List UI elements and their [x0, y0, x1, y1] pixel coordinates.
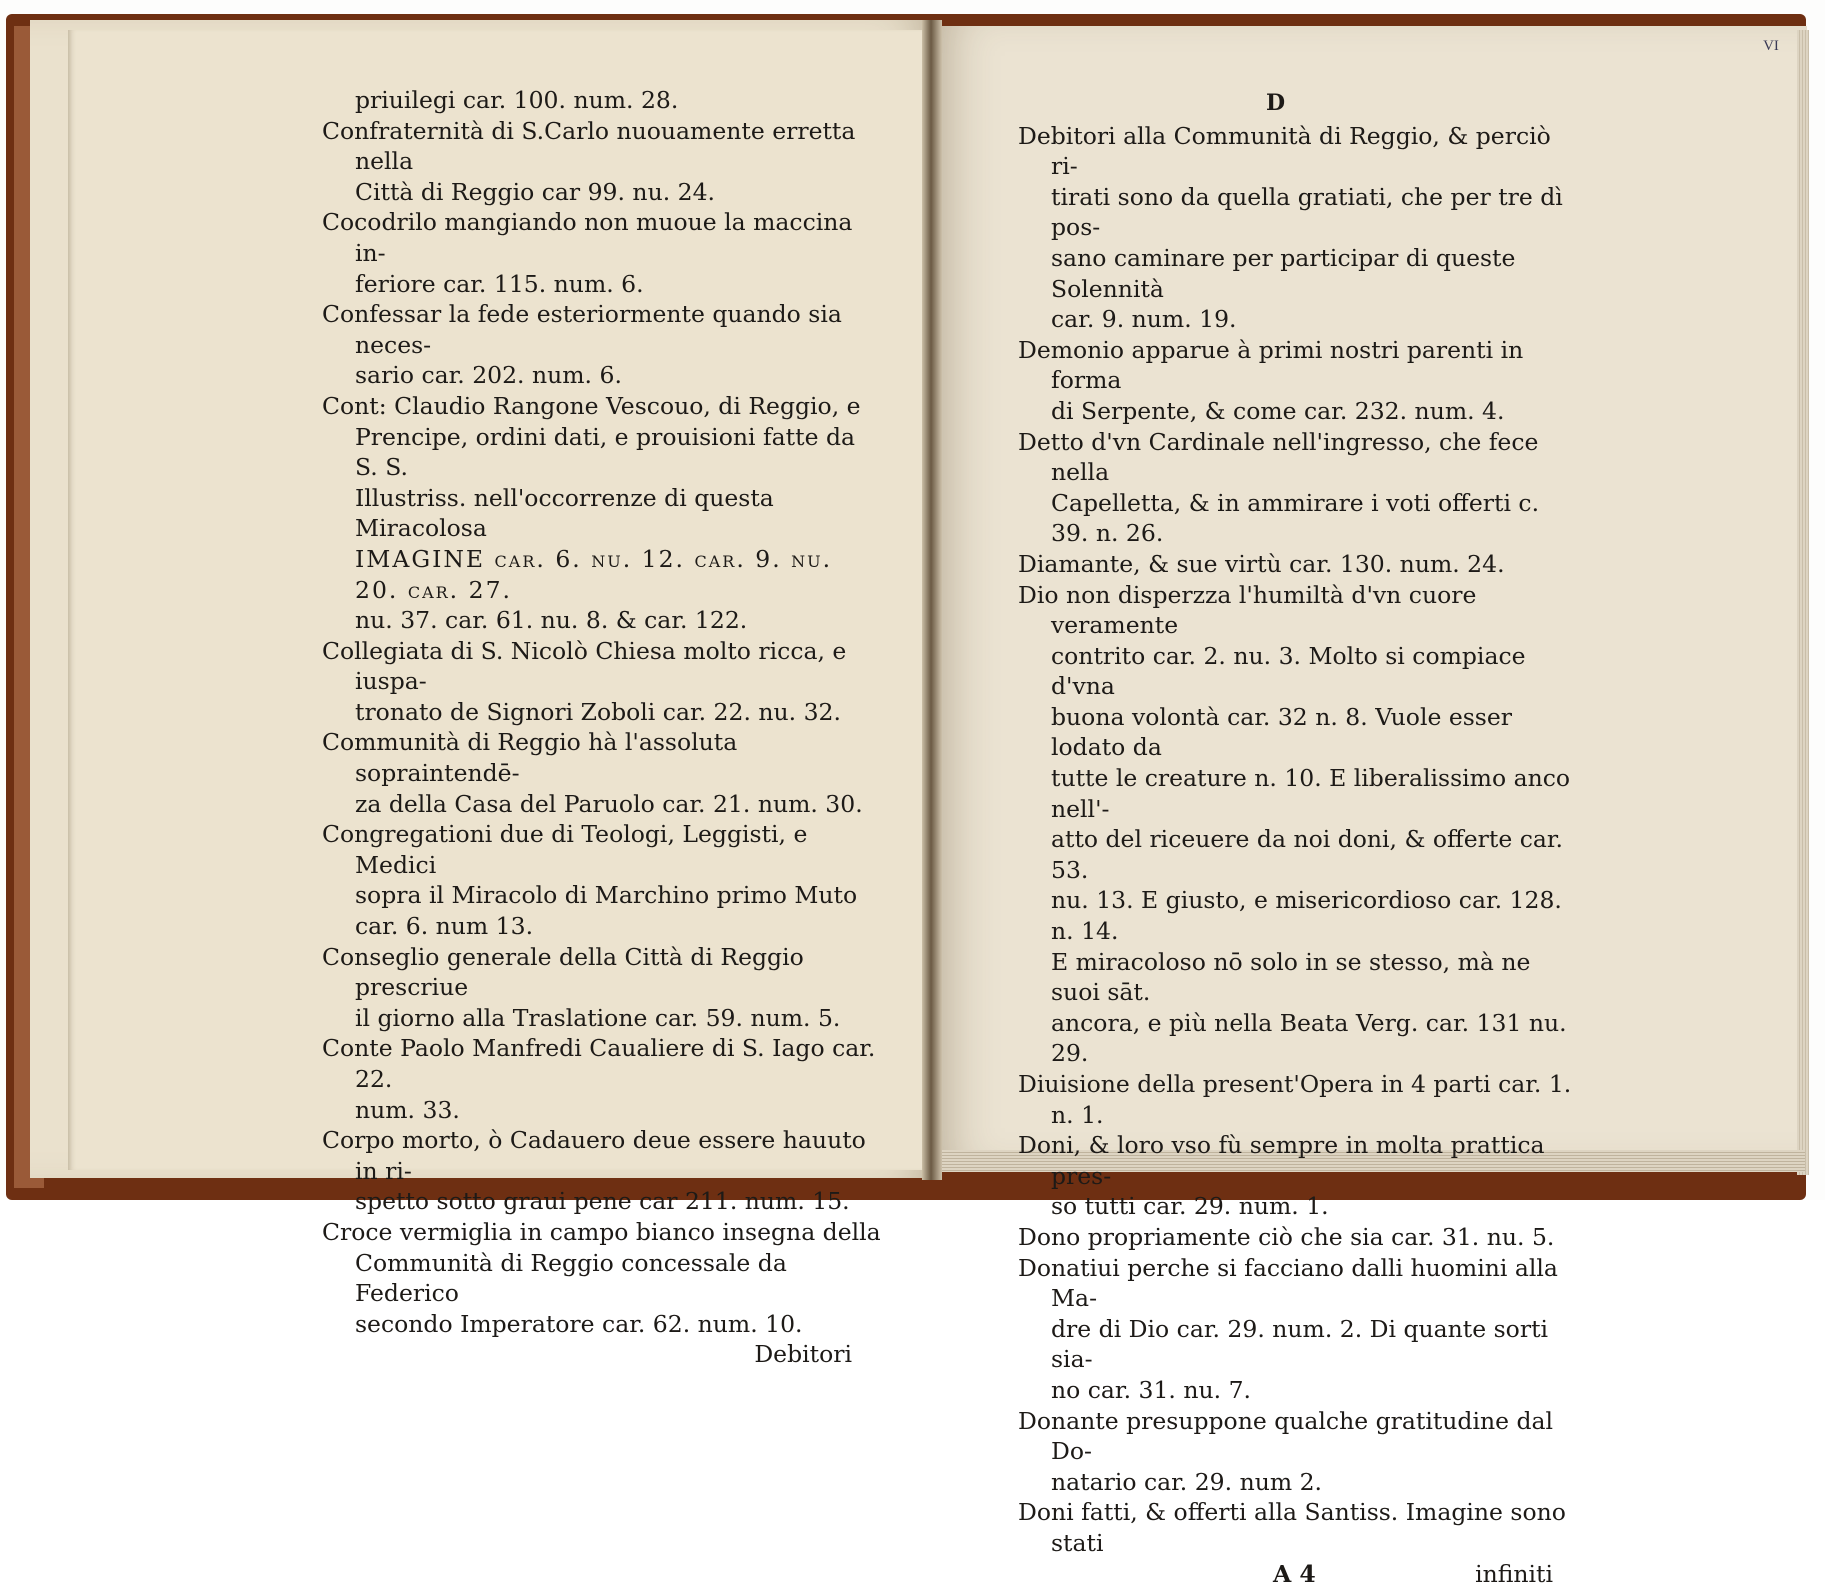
- right-page-text: [1018, 88, 1573, 1589]
- entry-line: tirati sono da quella gratiati, che per tre dì pos-: [1051, 183, 1563, 242]
- folio-mark: VI: [1757, 38, 1785, 56]
- index-entry: [1018, 1069, 1573, 1130]
- index-entry: [322, 85, 882, 116]
- entry-line: feriore car. 115. num. 6.: [355, 270, 644, 298]
- entry-line: Demonio apparue à primi nostri parenti in forma: [1018, 336, 1523, 395]
- index-entry: [1018, 1253, 1573, 1406]
- entry-line: Città di Reggio car 99. nu. 24.: [355, 178, 715, 206]
- index-entry: [322, 391, 882, 636]
- entry-line: spetto sotto graui pene car 211. num. 15.: [355, 1187, 850, 1215]
- index-entry: [322, 819, 882, 941]
- entry-line: sopra il Miracolo di Marchino primo Muto: [355, 881, 857, 909]
- entry-line: Cont: Claudio Rangone Vescouo, di Reggio, e: [322, 392, 861, 420]
- index-entry: [322, 727, 882, 819]
- entry-line: dre di Dio car. 29. num. 2. Di quante sorti sia-: [1051, 1315, 1548, 1374]
- entry-line: Illustriss. nell'occorrenze di questa Miracolosa: [355, 484, 774, 543]
- index-entry: [1018, 580, 1573, 1070]
- entry-line: no car. 31. nu. 7.: [1051, 1376, 1251, 1404]
- entry-line: Donatiui perche si facciano dalli huomini alla Ma-: [1018, 1254, 1558, 1313]
- entry-line: Capelletta, & in ammirare i voti offerti c. 39. n. 26.: [1051, 489, 1539, 548]
- entry-line: Congregationi due di Teologi, Leggisti, e Medici: [322, 820, 807, 879]
- entry-line: sano caminare per participar di queste Solennità: [1051, 244, 1515, 303]
- entry-line: atto del riceuere da noi doni, & offerte car. 53.: [1051, 825, 1563, 884]
- index-entry: [322, 116, 882, 208]
- index-entry: [322, 636, 882, 728]
- catchword: infiniti: [1475, 1559, 1553, 1589]
- entry-line: Prencipe, ordini dati, e prouisioni fatte da S. S.: [355, 423, 855, 482]
- entry-line: Donante presuppone qualche gratitudine dal Do-: [1018, 1407, 1553, 1466]
- entry-line: Communità di Reggio hà l'assoluta sopraintendē-: [322, 728, 737, 787]
- entry-line: za della Casa del Paruolo car. 21. num. 30.: [355, 790, 863, 818]
- index-entry: [322, 1125, 882, 1217]
- entry-line: ancora, e più nella Beata Verg. car. 131 nu. 29.: [1051, 1009, 1567, 1068]
- index-entry: [322, 942, 882, 1034]
- entry-line: Corpo morto, ò Cadauero deue essere hauuto in ri-: [322, 1126, 866, 1185]
- entry-line: Cocodrilo mangiando non muoue la maccina in-: [322, 208, 852, 267]
- entry-line: Communità di Reggio concessale da Federico: [355, 1249, 787, 1308]
- catchword: Debitori: [322, 1339, 882, 1370]
- index-entry: [322, 299, 882, 391]
- entry-line: secondo Imperatore car. 62. num. 10.: [355, 1310, 803, 1338]
- left-page-text: [322, 85, 882, 1370]
- entry-line: Croce vermiglia in campo bianco insegna della: [322, 1218, 881, 1246]
- index-entry: [1018, 1406, 1573, 1498]
- entry-line: num. 33.: [355, 1096, 460, 1124]
- entry-line: di Serpente, & come car. 232. num. 4.: [1051, 397, 1504, 425]
- entry-line: buona volontà car. 32 n. 8. Vuole esser lodato da: [1051, 703, 1512, 762]
- entry-line: Doni, & loro vso fù sempre in molta prattica pres-: [1018, 1131, 1545, 1190]
- entry-line: Diamante, & sue virtù car. 130. num. 24.: [1018, 550, 1505, 578]
- entry-line: sario car. 202. num. 6.: [355, 361, 622, 389]
- page-edges-right: [1797, 30, 1809, 1175]
- entry-line: nu. 13. E giusto, e misericordioso car. 128. n. 14.: [1051, 886, 1562, 945]
- entry-line: E miracoloso nō solo in se stesso, mà ne suoi sāt.: [1051, 948, 1530, 1007]
- entry-line: Conte Paolo Manfredi Caualiere di S. Iago car. 22.: [322, 1034, 875, 1093]
- index-entry: [1018, 427, 1573, 549]
- index-entry: [1018, 121, 1573, 335]
- entry-line: contrito car. 2. nu. 3. Molto si compiace d'vna: [1051, 642, 1526, 701]
- entry-line: il giorno alla Traslatione car. 59. num. 5.: [355, 1004, 840, 1032]
- entry-line: Diuisione della present'Opera in 4 parti car. 1. n. 1.: [1018, 1070, 1571, 1129]
- entry-line: Detto d'vn Cardinale nell'ingresso, che fece nella: [1018, 428, 1538, 487]
- entry-line: Conseglio generale della Città di Reggio prescriue: [322, 943, 804, 1002]
- entry-line: so tutti car. 29. num. 1.: [1051, 1192, 1329, 1220]
- index-entry: [322, 1033, 882, 1125]
- entry-line: Doni fatti, & offerti alla Santiss. Imagine sono stati: [1018, 1498, 1566, 1557]
- entry-line: Confessar la fede esteriormente quando sia neces-: [322, 300, 842, 359]
- index-entry: [322, 207, 882, 299]
- entry-line: Debitori alla Communità di Reggio, & perciò ri-: [1018, 122, 1551, 181]
- entry-line: Confraternità di S.Carlo nuouamente erretta nella: [322, 117, 855, 176]
- section-letter: D: [1018, 88, 1573, 119]
- entry-line: Collegiata di S. Nicolò Chiesa molto ricca, e iuspa-: [322, 637, 846, 696]
- entry-line: tutte le creature n. 10. E liberalissimo anco nell'-: [1051, 764, 1570, 823]
- signature-mark: A 4: [1273, 1559, 1316, 1589]
- signature-line: [1018, 1559, 1573, 1589]
- entry-line: nu. 37. car. 61. nu. 8. & car. 122.: [355, 606, 747, 634]
- book-gutter: [922, 20, 942, 1180]
- index-entry: [1018, 1222, 1573, 1253]
- entry-line: priuilegi car. 100. num. 28.: [355, 86, 678, 114]
- entry-line: tronato de Signori Zoboli car. 22. nu. 32.: [355, 698, 841, 726]
- index-entry: [1018, 335, 1573, 427]
- entry-line: natario car. 29. num 2.: [1051, 1468, 1322, 1496]
- entry-line: IMAGINE car. 6. nu. 12. car. 9. nu. 20. car. 27.: [355, 545, 832, 604]
- index-entry: [1018, 1497, 1573, 1558]
- entry-line: Dio non disperzza l'humiltà d'vn cuore veramente: [1018, 581, 1476, 640]
- entry-line: car. 6. num 13.: [355, 912, 533, 940]
- index-entry: [1018, 1130, 1573, 1222]
- index-entry: [1018, 549, 1573, 580]
- entry-line: Dono propriamente ciò che sia car. 31. nu. 5.: [1018, 1223, 1554, 1251]
- entry-line: car. 9. num. 19.: [1051, 305, 1237, 333]
- index-entry: [322, 1217, 882, 1339]
